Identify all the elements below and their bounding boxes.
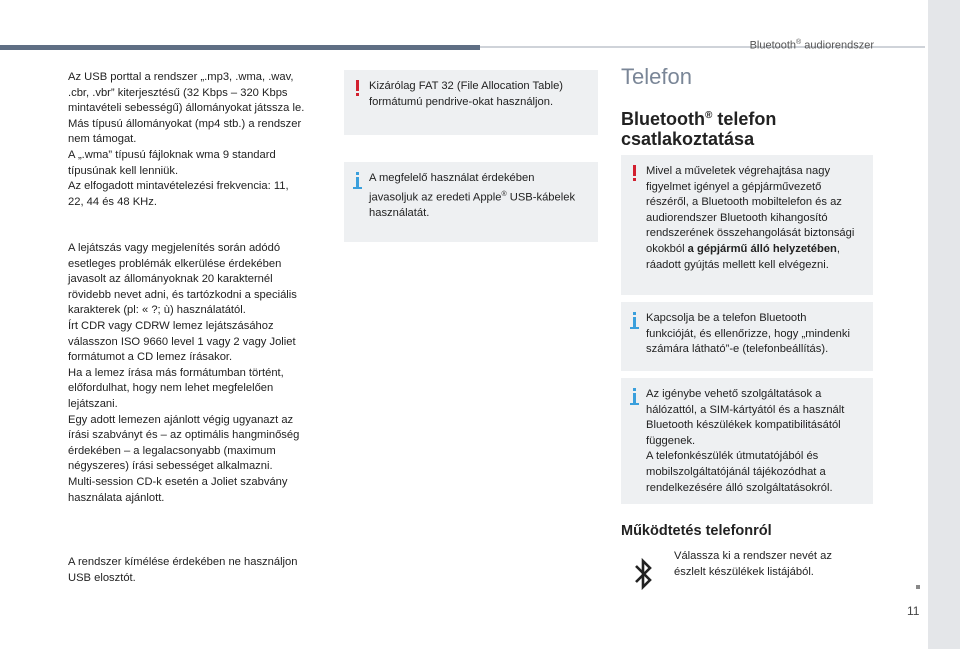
info-icon [629,387,643,405]
apple-cable-info-box [344,162,598,242]
fat32-warning-text: Kizárólag FAT 32 (File Allocation Table) formátumú pendrive-okat használjon. [369,80,564,108]
info-icon [629,311,643,329]
bluetooth-step-text [674,549,832,580]
subsection-title-sup: ® [704,110,713,121]
usb-formats-paragraph [68,70,330,210]
apple-cable-info-part1: A megfelelő használat érdekében javasoljuk az eredeti Apple [369,172,535,204]
apple-cable-info-sup: ® [501,190,507,198]
section-title: Telefon [621,64,692,89]
bluetooth-step-instruction: Válassza ki a rendszer nevét az észlelt készülékek listájából. [674,550,832,578]
safety-warning-part1: Mivel a műveletek végrehajtása nagy figyelmet igényel a gépjárművezető részéről, a Bluetooth mobiltelefon és az audiorendszer Bluetooth kihangosító rendszerének összehangolását biztonsági okokból [646,165,855,255]
exclamation-icon [352,79,366,97]
page-marker [916,585,920,589]
page-side-band [928,0,960,649]
safety-warning-bold: a gépjármű álló helyzetében [687,242,837,255]
operation-heading: Működtetés telefonról [621,523,772,539]
exclamation-icon [629,164,643,182]
subsection-title [621,106,861,149]
apple-cable-info-text [369,171,588,222]
running-header-rest: audiorendszer [801,39,874,52]
services-info-box [621,378,873,504]
bluetooth-visible-info-box [621,302,873,371]
usb-hub-text: A rendszer kímélése érdekében ne használjon USB elosztót. [68,556,298,584]
page-number: 11 [907,604,920,618]
running-header [750,39,874,52]
bluetooth-step [621,549,861,599]
services-info-text: Az igénybe vehető szolgáltatások a hálózattól, a SIM-kártyától és a használt Bluetooth készülékek kompatibilitásától függenek. A telefonkészülék útmutatójából és mobilszolgáltatójánál tájékozódhat a rendelkezésére álló szolgáltatásokról. [646,388,845,494]
apple-cable-info-part2: USB-kábelek használatát. [369,191,576,219]
running-header-sup: ® [796,39,802,46]
playback-tips-paragraph [68,241,330,506]
running-header-main: Bluetooth [749,39,797,52]
playback-tips-text: A lejátszás vagy megjelenítés során adódó esetleges problémák elkerülése érdekében javasolt az állományoknak 20 karakternél rövidebb nevet adni, és tartózkodni a speciális karakterek (pl: « ?; ù) használatától. Írt CDR vagy CDRW lemez lejátszásához válasszon ISO 9660 level 1 vagy 2 vagy Joliet formátumot a CD lemez írásakor. Ha a lemez írása más formátumban történt, előfordulhat, hogy nem lehet megfelelően lejátszani. Egy adott lemezen ajánlott végig ugyanazt az írási szabványt és – az optimális hangminőség érdekében – a legalacsonyabb (maximum négyszeres) írási sebességet alkalmazni. Multi-session CD-k esetén a Joliet szabvány használata ajánlott. [68,242,300,504]
usb-hub-paragraph [68,555,330,586]
bluetooth-visible-info-text: Kapcsolja be a telefon Bluetooth funkcióját, és ellenőrizze, hogy „mindenki számára látható”-e (telefonbeállítás). [646,312,850,356]
header-rule [0,45,480,50]
info-icon [352,171,366,189]
safety-warning-text [646,164,863,273]
bluetooth-icon [631,557,655,591]
subsection-title-part2: telefon csatlakoztatása [621,109,777,149]
safety-warning-box [621,155,873,295]
usb-formats-text: Az USB porttal a rendszer „.mp3, .wma, .wav, .cbr, .vbr” kiterjesztésű (32 Kbps – 320 Kbps mintavételi sebességű) állományokat játssza le. Más típusú állományokat (mp4 stb.) a rendszer nem támogat. A „.wma” típusú fájloknak wma 9 standard típusúnak kell lenniük. Az elfogadott mintavételezési frekvencia: 11, 22, 44 és 48 KHz. [68,71,305,208]
fat32-warning-box [344,70,598,135]
safety-warning-part2: , ráadott gyújtás mellett kell elvégezni. [646,242,840,271]
subsection-title-part1: Bluetooth [621,109,705,129]
